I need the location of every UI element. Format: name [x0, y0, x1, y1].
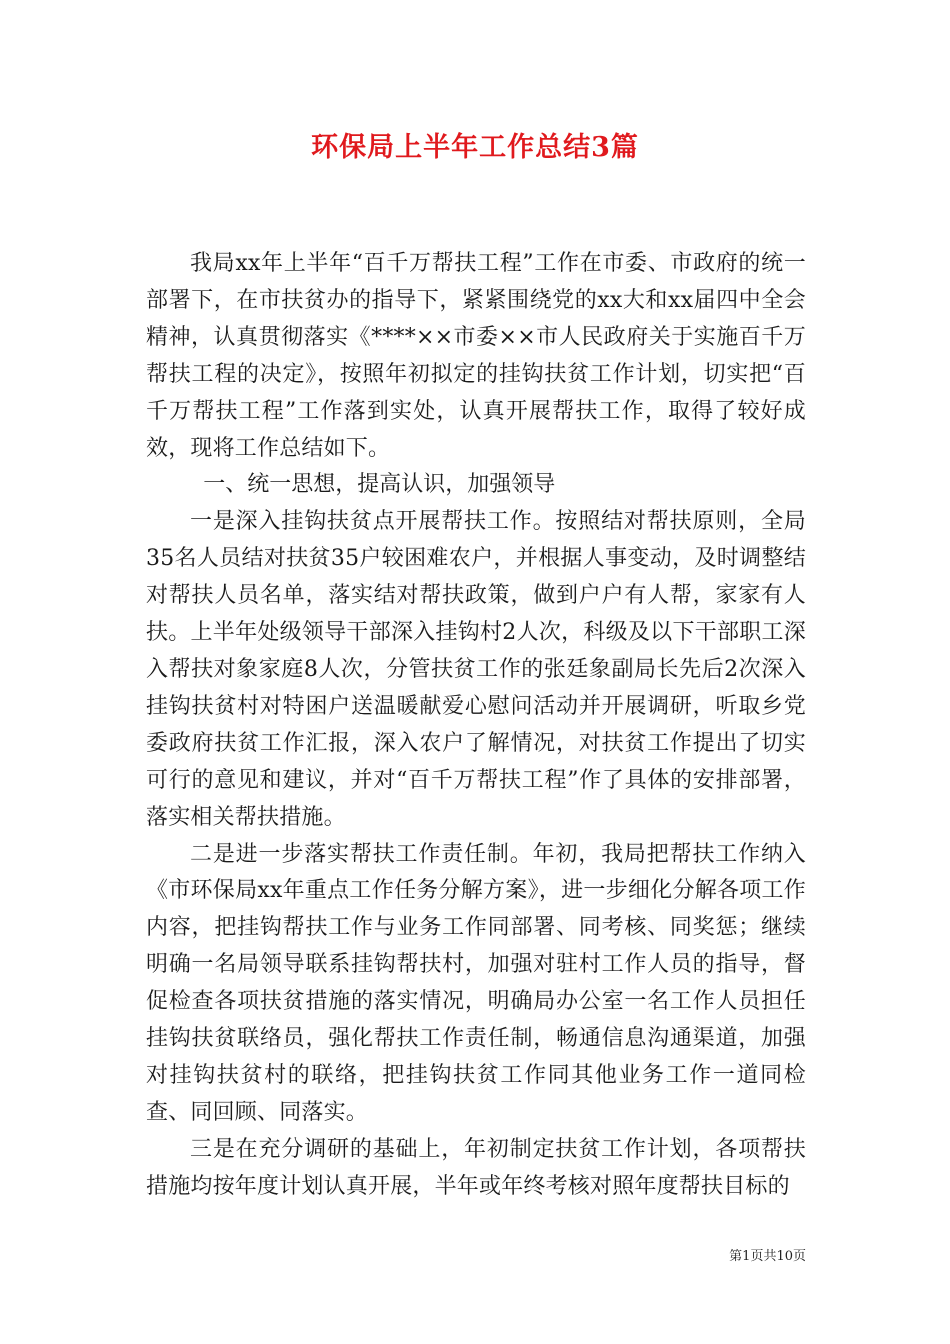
document-body [146, 246, 806, 1206]
page-number: 第1页共10页 [729, 1249, 806, 1264]
body-paragraph-3: 三是在充分调研的基础上，年初制定扶贫工作计划，各项帮扶措施均按年度计划认真开展，半年或年终考核对照年度帮扶目标的 [146, 1136, 806, 1199]
document-title: 环保局上半年工作总结3篇 [311, 132, 639, 163]
body-paragraph-2: 二是进一步落实帮扶工作责任制。年初，我局把帮扶工作纳入《市环保局xx年重点工作任务分解方案》，进一步细化分解各项工作内容，把挂钩帮扶工作与业务工作同部署、同考核、同奖惩；继续明确一名局领导联系挂钩帮扶村，加强对驻村工作人员的指导，督促检查各项扶贫措施的落实情况，明确局办公室一名工作人员担任挂钩扶贫联络员，强化帮扶工作责任制，畅通信息沟通渠道，加强对挂钩扶贫村的联络，把挂钩扶贫工作同其他业务工作一道同检查、同回顾、同落实。 [146, 841, 806, 1125]
intro-paragraph: 我局xx年上半年“百千万帮扶工程”工作在市委、市政府的统一部署下，在市扶贫办的指导下，紧紧围绕党的xx大和xx届四中全会精神，认真贯彻落实《****××市委××市人民政府关于实施百千万帮扶工程的决定》，按照年初拟定的挂钩扶贫工作计划，切实把“百千万帮扶工程”工作落到实处，认真开展帮扶工作，取得了较好成效，现将工作总结如下。 [146, 251, 806, 461]
body-paragraph-1: 一是深入挂钩扶贫点开展帮扶工作。按照结对帮扶原则，全局35名人员结对扶贫35户较困难农户，并根据人事变动，及时调整结对帮扶人员名单，落实结对帮扶政策，做到户户有人帮，家家有人扶。上半年处级领导干部深入挂钩村2人次，科级及以下干部职工深入帮扶对象家庭8人次，分管扶贫工作的张廷象副局长先后2次深入挂钩扶贫村对特困户送温暖献爱心慰问活动并开展调研，听取乡党委政府扶贫工作汇报，深入农户了解情况，对扶贫工作提出了切实可行的意见和建议，并对“百千万帮扶工程”作了具体的安排部署，落实相关帮扶措施。 [146, 509, 806, 830]
section-heading: 一、统一思想，提高认识，加强领导 [203, 472, 556, 498]
